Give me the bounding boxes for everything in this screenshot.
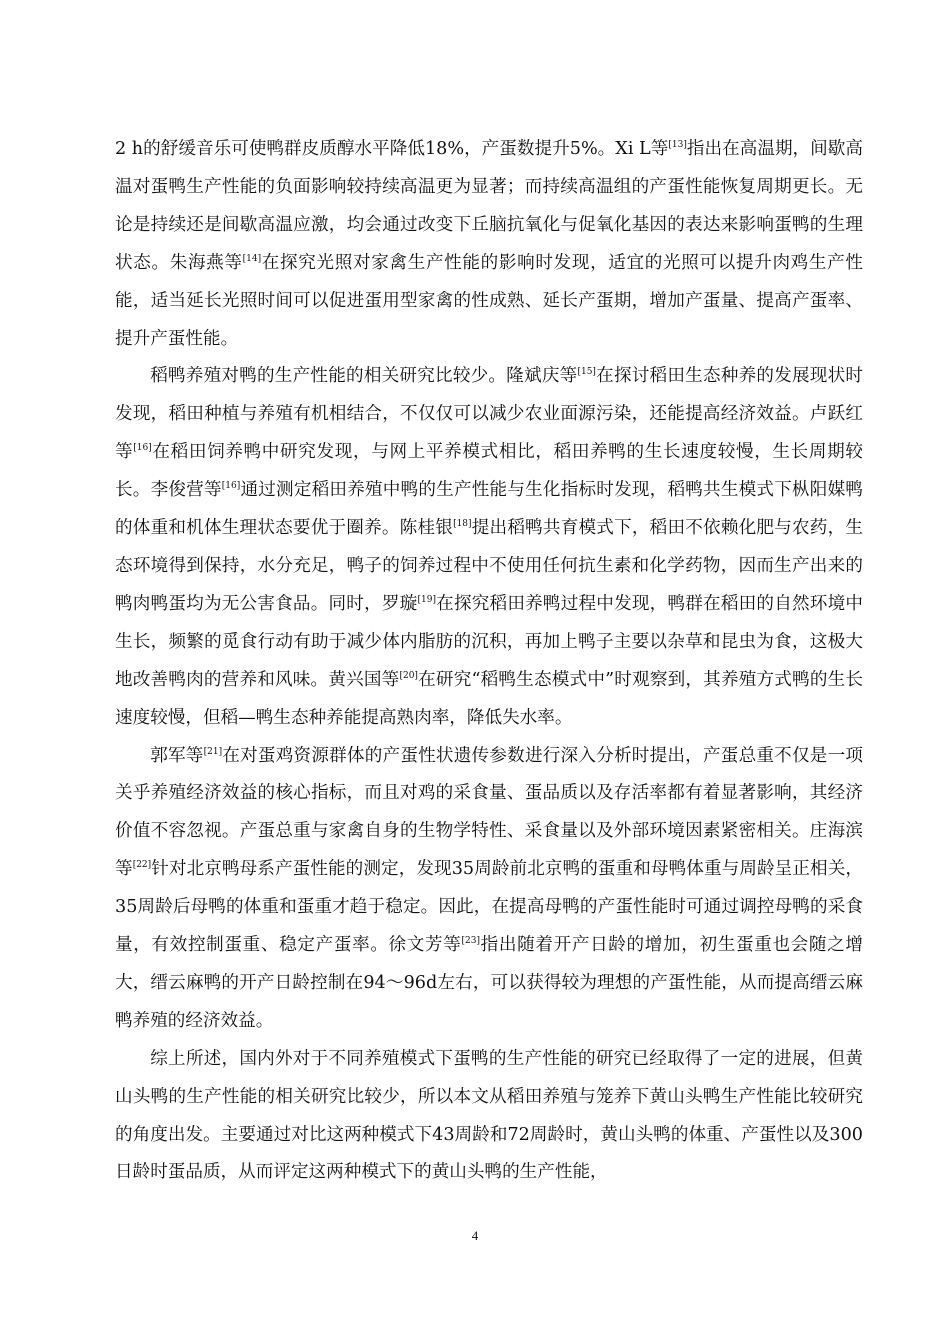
text-segment: 在探讨稻田生态种养的发展现状时发现，稻田种植与养殖有机相结合，不仅仅可以减少农业面源污染，还能提高经济效益。卢跃红等 [115, 366, 863, 463]
citation-ref: [16] [221, 481, 241, 492]
text-segment: 指出在高温期，间歇高温对蛋鸭生产性能的负面影响较持续高温更为显著；而持续高温组的产蛋性能恢复周期更长。无论是持续还是间歇高温应激，均会通过改变下丘脑抗氧化与促氧化基因的表达来影响蛋鸭的生理状态。朱海燕等 [115, 139, 863, 273]
body-text [115, 131, 863, 1192]
paragraph-2 [115, 358, 863, 737]
text-segment: 2 h的舒缓音乐可使鸭群皮质醇水平降低18%，产蛋数提升5%。Xi L等 [115, 139, 669, 159]
text-segment: 针对北京鸭母系产蛋性能的测定，发现35周龄前北京鸭的蛋重和母鸭体重与周龄呈正相关，35周龄后母鸭的体重和蛋重才趋于稳定。因此，在提高母鸭的产蛋性能时可通过调控母鸭的采食量，有效控制蛋重、稳定产蛋率。徐文芳等 [115, 859, 863, 956]
text-segment: 稻鸭养殖对鸭的生产性能的相关研究比较少。隆斌庆等 [150, 366, 578, 387]
citation-ref: [19] [417, 594, 436, 605]
citation-ref: [20] [399, 670, 418, 681]
paragraph-4 [115, 1041, 863, 1193]
citation-ref: [13] [668, 140, 687, 150]
citation-ref: [23] [461, 936, 480, 947]
paragraph-3 [115, 738, 863, 1041]
paragraph-1 [115, 131, 863, 358]
citation-ref: [22] [132, 860, 152, 871]
text-segment: 指出随着开产日龄的增加，初生蛋重也会随之增大，缙云麻鸭的开产日龄控制在94～96d左右，可以获得较为理想的产蛋性能，从而提高缙云麻鸭养殖的经济效益。 [115, 935, 863, 1031]
page-number: 4 [471, 1228, 479, 1243]
citation-ref: [16] [133, 443, 152, 454]
text-segment: 通过测定稻田养殖中鸭的生产性能与生化指标时发现，稻鸭共生模式下枞阳媒鸭的体重和机体生理状态要优于圈养。陈桂银 [115, 480, 863, 539]
citation-ref: [15] [577, 367, 596, 378]
citation-ref: [14] [242, 253, 262, 264]
text-segment: 在探究光照对家禽生产性能的影响时发现，适宜的光照可以提升肉鸡生产性能，适当延长光照时间可以促进蛋用型家禽的性成熟、延长产蛋期，增加产蛋量、提高产蛋率、提升产蛋性能。 [115, 252, 863, 349]
text-segment: 在稻田饲养鸭中研究发现，与网上平养模式相比，稻田养鸭的生长速度较慢，生长周期较长。李俊营等 [115, 442, 863, 501]
text-segment: 在对蛋鸡资源群体的产蛋性状遗传参数进行深入分析时提出，产蛋总重不仅是一项关乎养殖经济效益的核心指标，而且对鸡的采食量、蛋品质以及存活率都有着显著影响，其经济价值不容忽视。产蛋总重与家禽自身的生物学特性、采食量以及外部环境因素紧密相关。庄海滨等 [115, 745, 863, 880]
text-segment: 提出稻鸭共育模式下，稻田不依赖化肥与农药，生态环境得到保持，水分充足，鸭子的饲养过程中不使用任何抗生素和化学药物，因而生产出来的鸭肉鸭蛋均为无公害食品。同时，罗璇 [115, 518, 863, 614]
text-segment: 郭军等 [150, 745, 204, 766]
text-segment: 综上所述，国内外对于不同养殖模式下蛋鸭的生产性能的研究已经取得了一定的进展，但黄山头鸭的生产性能的相关研究比较少，所以本文从稻田养殖与笼养下黄山头鸭生产性能比较研究的角度出发。主要通过对比这两种模式下43周龄和72周龄时，黄山头鸭的体重、产蛋性以及300日龄时蛋品质，从而评定这两种模式下的黄山头鸭的生产性能， [115, 1048, 863, 1183]
citation-ref: [21] [203, 746, 223, 757]
citation-ref: [18] [453, 519, 472, 530]
text-segment: 在探究稻田养鸭过程中发现，鸭群在稻田的自然环境中生长，频繁的觅食行动有助于减少体内脂肪的沉积，再加上鸭子主要以杂草和昆虫为食，这极大地改善鸭肉的营养和风味。黄兴国等 [115, 593, 863, 690]
text-segment: 在研究“稻鸭生态模式中”时观察到，其养殖方式鸭的生长速度较慢，但稻—鸭生态种养能提高熟肉率，降低失水率。 [115, 669, 863, 728]
